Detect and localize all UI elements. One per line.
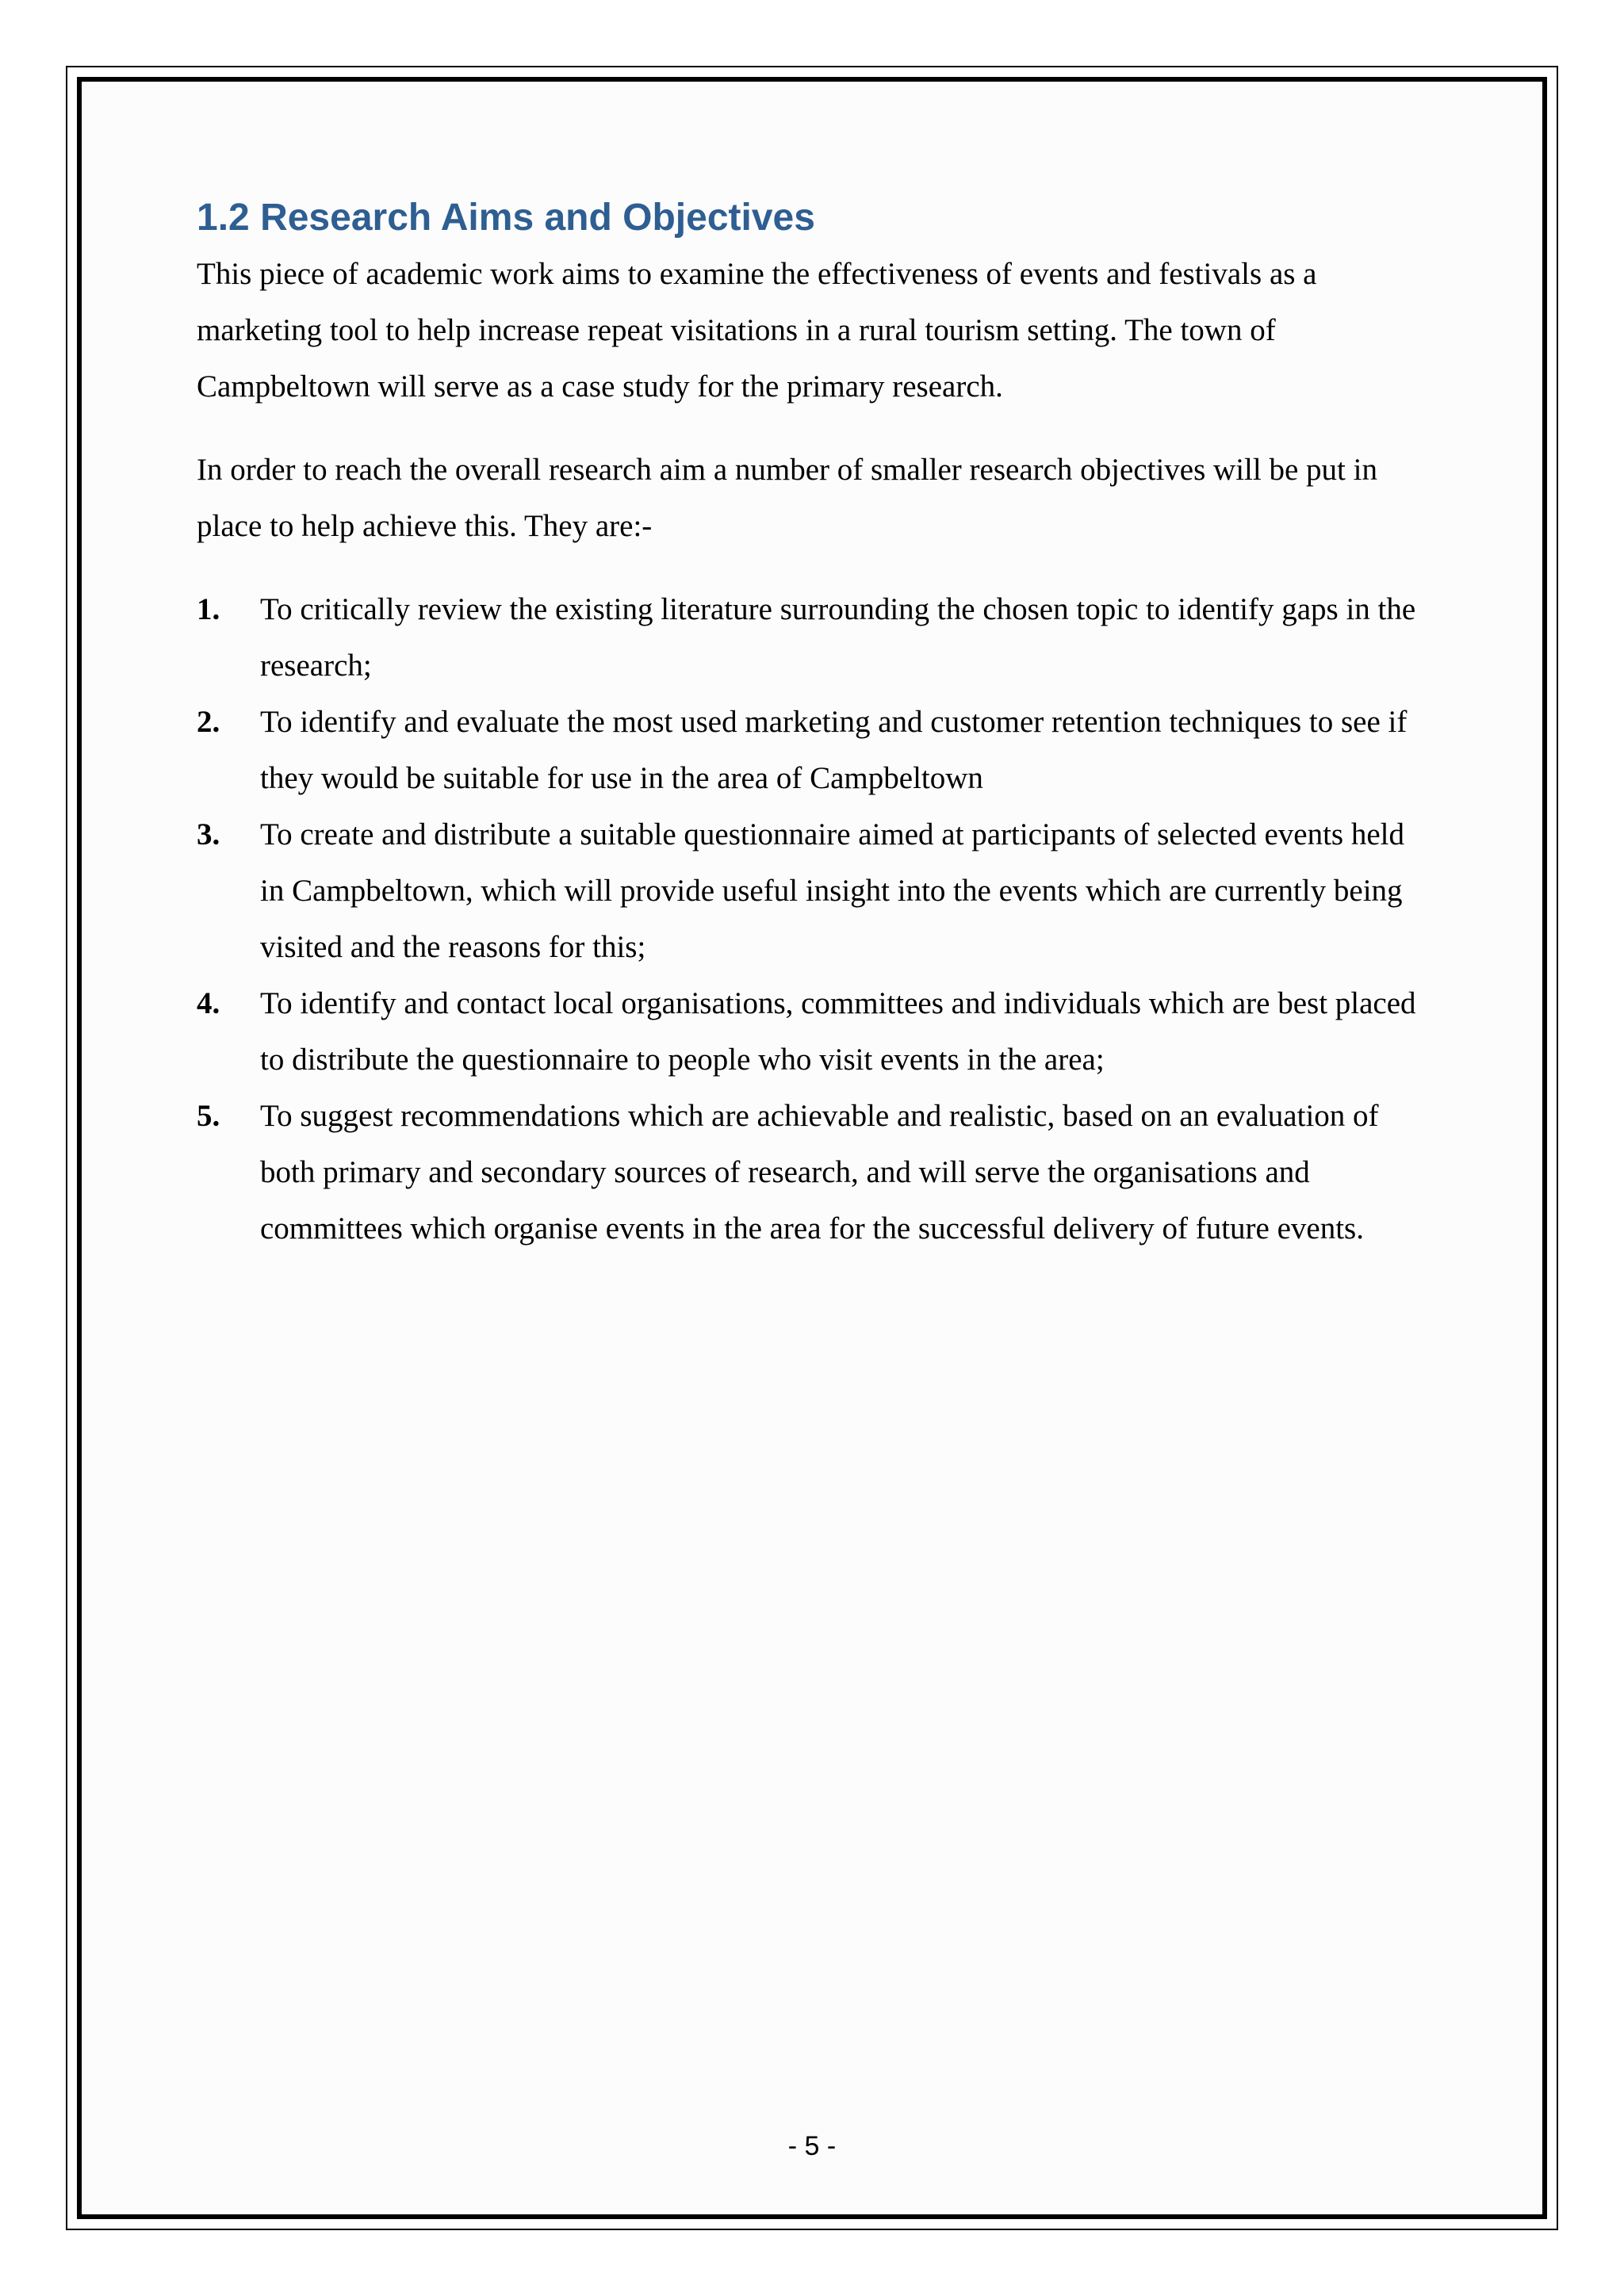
objective-number: 4.	[197, 986, 220, 1020]
objective-item	[197, 581, 1418, 694]
objective-item	[197, 1088, 1418, 1257]
objective-item	[197, 975, 1418, 1088]
objective-text: To identify and contact local organisations, committees and individuals which are best placed to distribute the questionnaire to people who visit events in the area;	[260, 986, 1416, 1077]
objective-text: To critically review the existing literature surrounding the chosen topic to identify gaps in the research;	[260, 592, 1416, 683]
objective-item	[197, 806, 1418, 975]
page-number: - 5 -	[787, 2131, 837, 2161]
aim-paragraph: This piece of academic work aims to examine the effectiveness of events and festivals as a marketing tool to help increase repeat visitations in a rural tourism setting. The town of Campbeltown will serve as a case study for the primary research.	[197, 257, 1317, 404]
objective-number: 2.	[197, 705, 220, 739]
objective-number: 3.	[197, 817, 220, 851]
objectives-list	[197, 581, 1418, 1257]
section-heading: 1.2 Research Aims and Objectives	[197, 197, 815, 239]
objective-item	[197, 694, 1418, 806]
objective-number: 5.	[197, 1099, 220, 1133]
objective-text: To create and distribute a suitable questionnaire aimed at participants of selected events held in Campbeltown, which will provide useful insight into the events which are currently being visited and the reasons for this;	[260, 817, 1404, 964]
objectives-intro-paragraph: In order to reach the overall research aim a number of smaller research objectives will be put in place to help achieve this. They are:-	[197, 453, 1377, 543]
objective-text: To identify and evaluate the most used marketing and customer retention techniques to see if they would be suitable for use in the area of Campbeltown	[260, 705, 1408, 795]
objective-number: 1.	[197, 592, 220, 626]
page-content	[197, 190, 1418, 1257]
objective-text: To suggest recommendations which are achievable and realistic, based on an evaluation of both primary and secondary sources of research, and will serve the organisations and committees which organise events in the area for the successful delivery of future events.	[260, 1099, 1379, 1246]
